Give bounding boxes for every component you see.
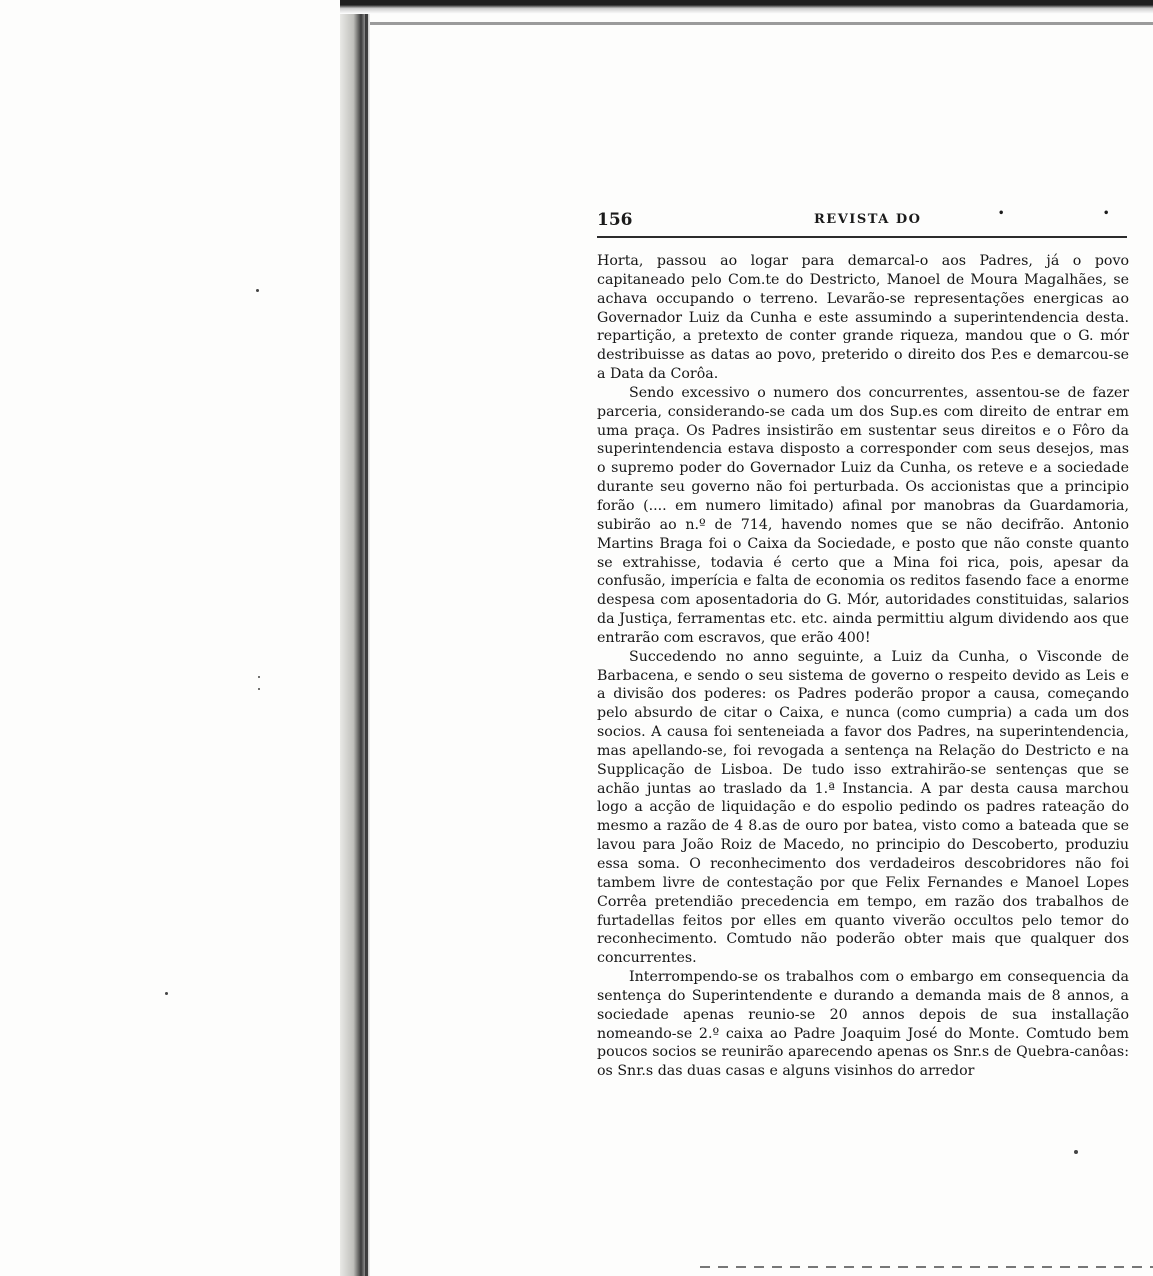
header-mark: • xyxy=(998,208,1005,219)
page-top-edge xyxy=(340,0,1153,14)
scan-speck xyxy=(256,289,259,292)
book-spine-edge xyxy=(365,0,368,1276)
paragraph: Succedendo no anno seguinte, a Luiz da Cunha, o Visconde de Barbacena, e sendo o seu sistema de governo o respeito devido as Leis e a divisão dos poderes: os Padres poderão propor a causa, começando pelo absurdo de citar o Caixa, e nunca (como cumpria) a cada um dos socios. A causa foi senteneiada a favor dos Padres, na superintendencia, mas apellando-se, foi revogada a sentença na Relação do Destricto e na Supplicação de Lisboa. De tudo isso extrahirão-se sentenças que se achão juntas ao traslado da 1.ª Instancia. A par desta causa marchou logo a acção de liquidação e do espolio pedindo os padres rateação do mesmo a razão de 4 8.as de ouro por batea, visto como a bateada que se lavou para João Roiz de Macedo, no principio do Descoberto, produziu essa soma. O reconhecimento dos verdadeiros descobridores não foi tambem livre de contestação por que Felix Fernandes e Manoel Lopes Corrêa pretendião precedencia em tempo, em razão dos trabalhos de furtadellas feitos por elles em quanto viverão occultos pelo temor do reconhecimento. Comtudo não poderão obter mais que qualquer dos concurrentes. xyxy=(597,648,1129,967)
paragraph: Sendo excessivo o numero dos concurrentes, assentou-se de fazer parceria, considerando-se cada um dos Sup.es com direito de entrar em uma praça. Os Padres insistirão em sustentar seus direitos e o Fôro da superintendencia estava disposto a corresponder com seus desejos, mas o supremo poder do Governador Luiz da Cunha, os reteve e a sociedade durante seu governo não foi perturbada. Os accionistas que a principio forão (.... em numero limitado) afinal por manobras da Guardamoria, subirão ao n.º de 714, havendo nomes que se não decifrão. Antonio Martins Braga foi o Caixa da Sociedade, e posto que não conste quanto se extrahisse, todavia é certo que a Mina foi rica, pois, apesar da confusão, imperícia e falta de economia os reditos fasendo face a enorme despesa com aposentadoria do G. Mór, autoridades constituidas, salarios da Justiça, ferramentas etc. etc. ainda permittiu algum dividendo aos que entrarão com escravos, que erão 400! xyxy=(597,384,1129,646)
scan-speck xyxy=(1074,1150,1078,1154)
running-head xyxy=(597,208,1127,238)
running-title: REVISTA DO xyxy=(814,212,922,227)
body-text xyxy=(597,252,1129,1081)
page-top-rule xyxy=(370,22,1153,25)
scan-speck xyxy=(165,992,168,995)
header-mark: • xyxy=(1103,208,1110,219)
paragraph: Interrompendo-se os trabalhos com o embargo em consequencia da sentença do Superintendente e durando a demanda mais de 8 annos, a sociedade apenas reunio-se 20 annos depois de sua installação nomeando-se 2.º caixa ao Padre Joaquim José do Monte. Comtudo bem poucos socios se reunirão aparecendo apenas os Snr.s de Quebra-canôas: os Snr.s das duas casas e alguns visinhos do arredor xyxy=(597,969,1129,1080)
paragraph: Horta, passou ao logar para demarcal-o aos Padres, já o povo capitaneado pelo Com.te do Destricto, Manoel de Moura Magalhães, se achava occupando o terreno. Levarão-se representações energicas ao Governador Luiz da Cunha e este assumindo a superintendencia desta. repartição, a pretexto de conter grande riqueza, mandou que o G. mór destribuisse as datas ao povo, preterido o direito dos P.es e demarcou-se a Data da Corôa. xyxy=(597,253,1129,383)
scan-speck xyxy=(258,676,260,678)
page-number: 156 xyxy=(597,210,633,230)
page-bottom-edge xyxy=(700,1266,1153,1268)
scan-speck xyxy=(258,688,260,690)
